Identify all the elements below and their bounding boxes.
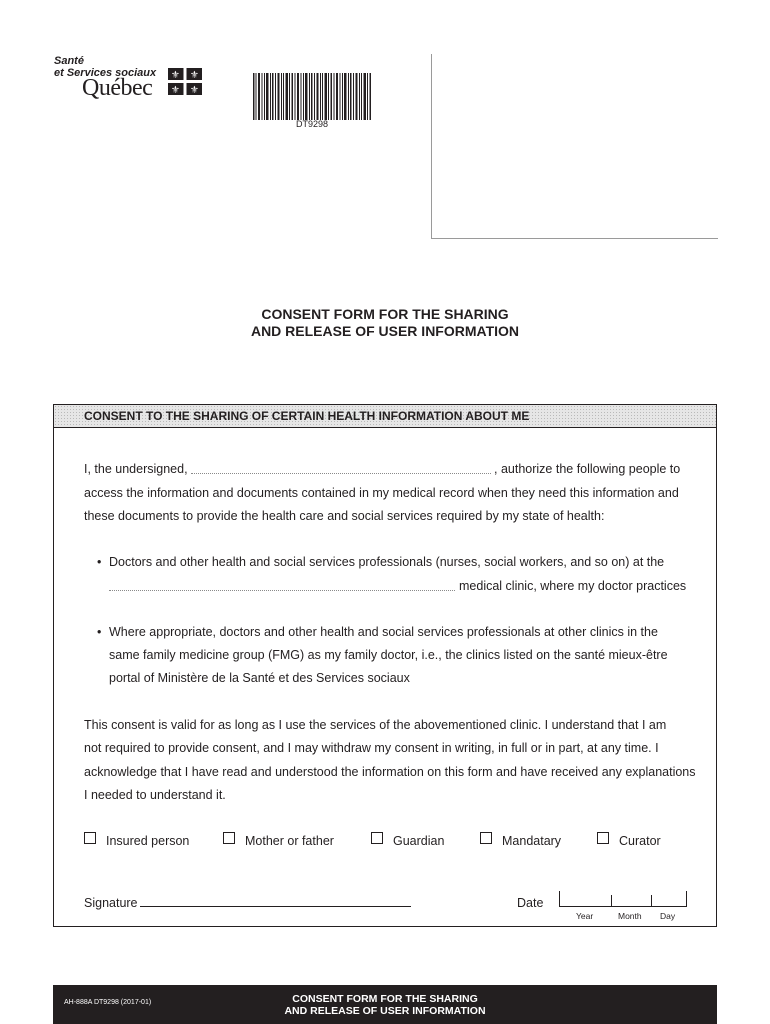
logo-line-services: et Services sociaux (54, 67, 157, 79)
bullet-icon: • (97, 555, 102, 569)
validity-line-2: not required to provide consent, and I may withdraw my consent in writing, in full or in part, at any time. I (84, 741, 659, 755)
validity-line-3: acknowledge that I have read and understood the information on this form and have received any explanations (84, 765, 696, 779)
guardian-checkbox[interactable] (371, 832, 383, 844)
barcode-image (253, 73, 371, 120)
intro-prefix: I, the undersigned, (84, 462, 188, 476)
guardian-label: Guardian (393, 834, 445, 848)
reserved-box-border-left (431, 54, 432, 239)
mother-or-father-label: Mother or father (245, 834, 334, 848)
signature-field[interactable] (140, 906, 411, 907)
bullet-1-line-2: medical clinic, where my doctor practices (459, 579, 687, 593)
mandatary-label: Mandatary (502, 834, 562, 848)
bullet-icon: • (97, 625, 102, 639)
year-label: Year (576, 911, 594, 921)
page-title-line-2: AND RELEASE OF USER INFORMATION (250, 323, 520, 339)
section-heading: CONSENT TO THE SHARING OF CERTAIN HEALTH INFORMATION ABOUT ME (84, 409, 530, 423)
page-title-line-1: CONSENT FORM FOR THE SHARING (261, 306, 509, 322)
date-field[interactable] (559, 891, 687, 907)
month-label: Month (618, 911, 642, 921)
svg-text:⚜: ⚜ (190, 70, 199, 81)
validity-line-1: This consent is valid for as long as I use the services of the abovementioned clinic. I understand that I am (84, 718, 667, 732)
mandatary-checkbox[interactable] (480, 832, 492, 844)
curator-label: Curator (619, 834, 661, 848)
form-code: AH-888A DT9298 (2017-01) (64, 999, 152, 1006)
signature-label: Signature (84, 896, 138, 910)
intro-line-2: access the information and documents contained in my medical record when they need this information and (84, 486, 679, 500)
undersigned-name-field[interactable] (191, 473, 491, 474)
svg-text:⚜: ⚜ (171, 85, 180, 95)
bullet-2-line-2: same family medicine group (FMG) as my family doctor, i.e., the clinics listed on the santé mieux-être (109, 648, 668, 662)
logo-quebec-wordmark: Québec (82, 75, 153, 101)
intro-line-3: these documents to provide the health care and social services required by my state of health: (84, 509, 605, 523)
reserved-box-border-bottom (431, 238, 718, 239)
barcode-number: DT9298 (295, 119, 329, 129)
quebec-flag-icon (168, 68, 202, 95)
curator-checkbox[interactable] (597, 832, 609, 844)
footer-title-line-1: CONSENT FORM FOR THE SHARING (292, 993, 478, 1005)
validity-line-4: I needed to understand it. (84, 788, 226, 802)
clinic-name-field[interactable] (109, 590, 455, 591)
bullet-2-line-3: portal of Ministère de la Santé et des Services sociaux (109, 671, 410, 685)
svg-text:⚜: ⚜ (190, 85, 199, 95)
date-label: Date (517, 896, 544, 910)
day-label: Day (660, 911, 676, 921)
bullet-1-line-1: Doctors and other health and social services professionals (nurses, social workers, and so on) at the (109, 555, 665, 569)
bullet-2-line-1: Where appropriate, doctors and other health and social services professionals at other clinics in the (109, 625, 658, 639)
insured-person-label: Insured person (106, 834, 190, 848)
insured-person-checkbox[interactable] (84, 832, 96, 844)
mother-or-father-checkbox[interactable] (223, 832, 235, 844)
intro-suffix: , authorize the following people to (494, 462, 681, 476)
footer-title-line-2: AND RELEASE OF USER INFORMATION (284, 1005, 486, 1017)
logo-line-sante: Santé (54, 55, 84, 67)
svg-text:⚜: ⚜ (171, 70, 180, 81)
